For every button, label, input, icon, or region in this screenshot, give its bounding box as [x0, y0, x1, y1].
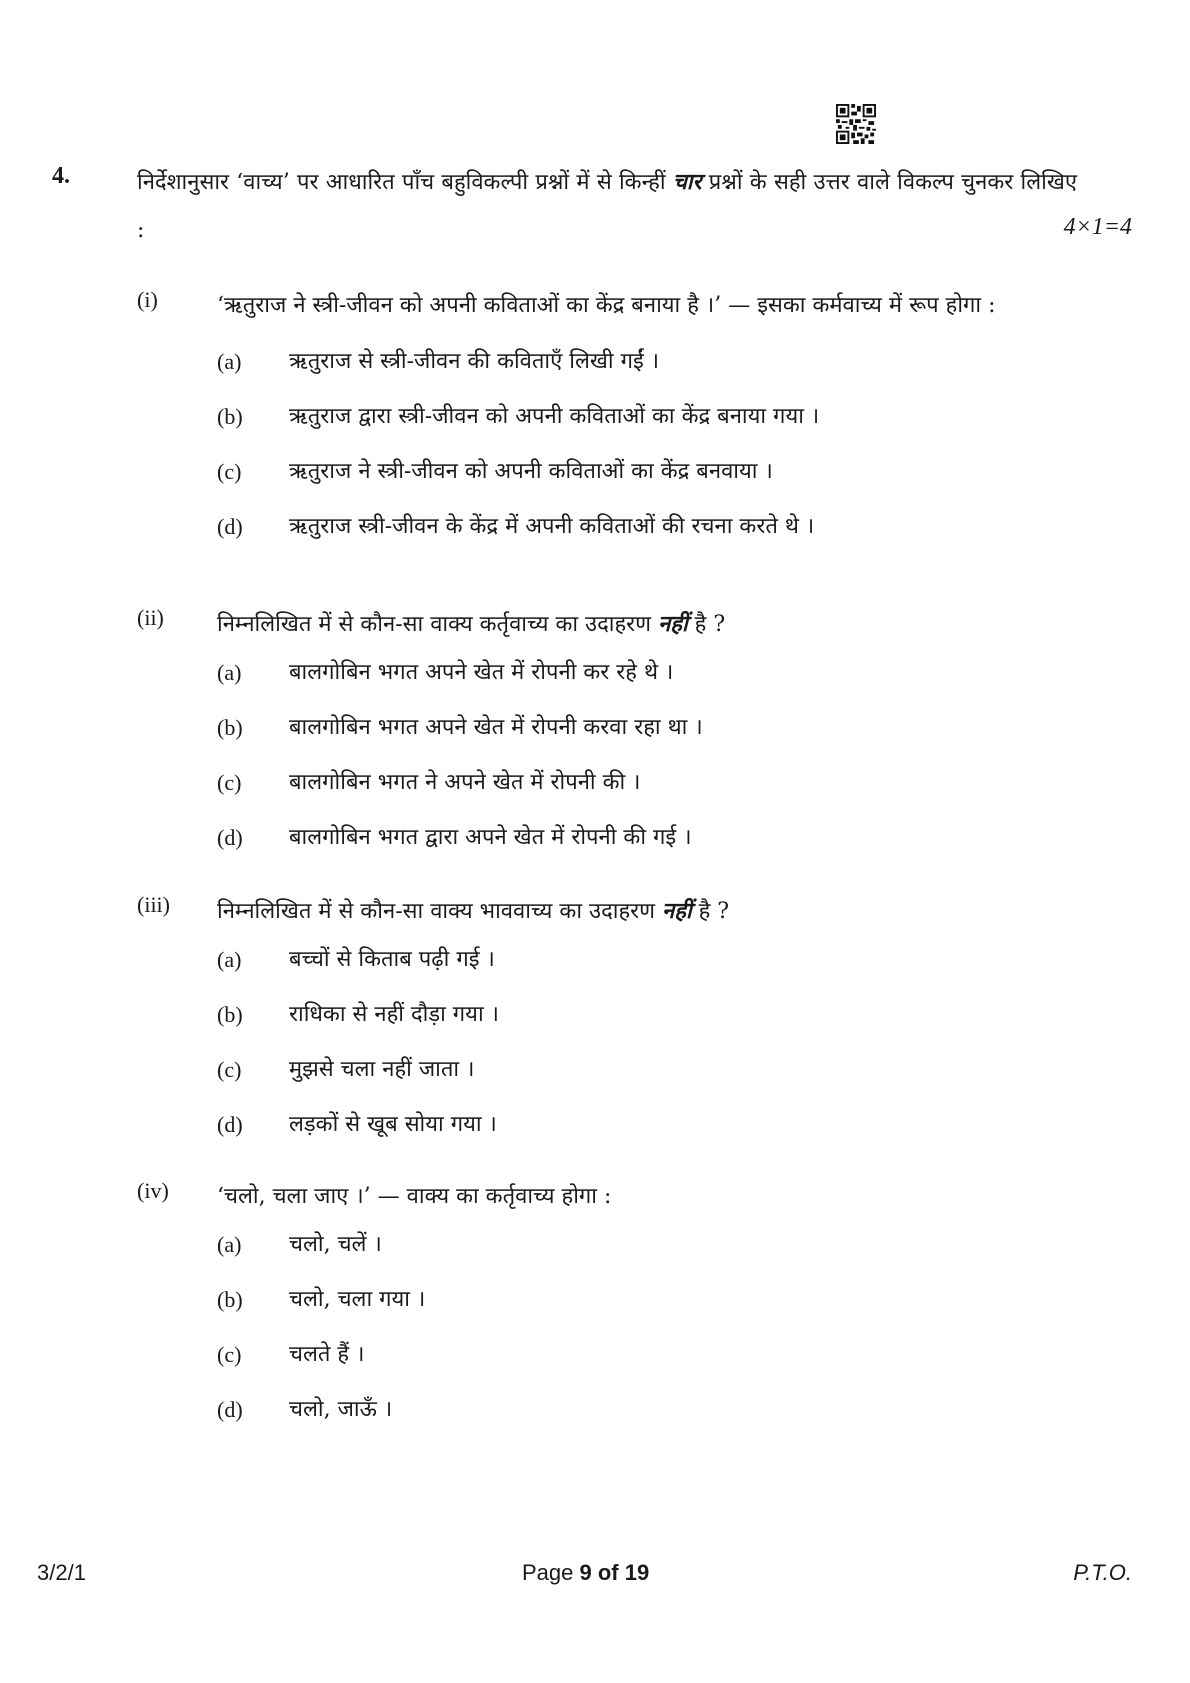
subquestion-stem: ‘चलो, चला जाए ।’ — वाक्य का कर्तृवाच्य होगा : [217, 1184, 612, 1209]
page-total: 19 [624, 1560, 650, 1585]
option-label: (d) [217, 514, 243, 539]
subquestion-label: (iv) [137, 1178, 169, 1203]
subquestion-stem: ‘ऋतुराज ने स्त्री-जीवन को अपनी कविताओं का केंद्र बनाया है ।’ — इसका कर्मवाच्य में रूप होगा : [217, 293, 996, 318]
option-label: (a) [217, 349, 242, 374]
option-text: लड़कों से खूब सोया गया । [289, 1112, 497, 1137]
option-text: चलते हैं । [289, 1342, 365, 1367]
option-label: (d) [217, 825, 243, 850]
option-b[interactable] [217, 1279, 1077, 1334]
option-d[interactable] [217, 1104, 1077, 1159]
option-b[interactable] [217, 994, 1077, 1049]
instruction-text-end: प्रश्नों के सही उत्तर वाले विकल्प चुनकर लिखिए : [137, 170, 1077, 243]
option-c[interactable] [217, 451, 1077, 506]
option-label: (b) [217, 404, 243, 429]
question-marks: 4×1=4 [1063, 214, 1132, 240]
subquestion-label: (i) [137, 287, 158, 312]
option-text: ऋतुराज स्त्री-जीवन के केंद्र में अपनी कविताओं की रचना करते थे । [289, 514, 815, 539]
option-text: मुझसे चला नहीं जाता । [289, 1057, 475, 1082]
option-label: (c) [217, 459, 242, 484]
instruction-text: निर्देशानुसार ‘वाच्य’ पर आधारित पाँच बहुविकल्पी प्रश्नों में से किन्हीं [137, 170, 673, 195]
option-a[interactable] [217, 939, 1077, 994]
option-d[interactable] [217, 506, 1077, 561]
option-label: (b) [217, 1002, 243, 1027]
option-text: चलो, जाऊँ । [289, 1397, 393, 1422]
subquestion-label: (iii) [137, 892, 170, 917]
page-prefix: Page [522, 1560, 580, 1585]
option-d[interactable] [217, 1389, 1077, 1444]
stem-text: निम्नलिखित में से कौन-सा वाक्य भाववाच्य का उदाहरण [217, 899, 663, 924]
option-label: (d) [217, 1112, 243, 1137]
option-b[interactable] [217, 707, 1077, 762]
option-label: (a) [217, 660, 242, 685]
stem-emphasis: नहीं [658, 611, 688, 637]
stem-text-end: है ? [691, 899, 730, 924]
subquestion-iii [137, 888, 1077, 1159]
option-label: (a) [217, 947, 242, 972]
qr-code-icon [836, 104, 876, 144]
page-number [522, 1560, 649, 1586]
option-label: (c) [217, 1057, 242, 1082]
stem-text: निम्नलिखित में से कौन-सा वाक्य कर्तृवाच्य का उदाहरण [217, 612, 659, 637]
subquestion-stem [217, 888, 1077, 935]
option-label: (b) [217, 1287, 243, 1312]
option-text: चलो, चला गया । [289, 1287, 426, 1312]
option-b[interactable] [217, 396, 1077, 451]
option-text: चलो, चलें । [289, 1232, 382, 1257]
option-label: (d) [217, 1397, 243, 1422]
option-text: बालगोबिन भगत अपने खेत में रोपनी कर रहे थे । [289, 660, 674, 685]
option-label: (a) [217, 1232, 242, 1257]
page-of: of [591, 1560, 625, 1585]
pto-label: P.T.O. [1073, 1560, 1132, 1585]
subquestion-label: (ii) [137, 605, 164, 630]
option-label: (c) [217, 770, 242, 795]
option-text: ऋतुराज द्वारा स्त्री-जीवन को अपनी कविताओं का केंद्र बनाया गया । [289, 404, 820, 429]
option-text: बालगोबिन भगत ने अपने खेत में रोपनी की । [289, 770, 641, 795]
page-current: 9 [579, 1560, 592, 1585]
option-a[interactable] [217, 341, 1077, 396]
option-a[interactable] [217, 1224, 1077, 1279]
subquestion-iv [137, 1174, 1077, 1444]
option-text: ऋतुराज से स्त्री-जीवन की कविताएँ लिखी गईं । [289, 349, 660, 374]
option-a[interactable] [217, 652, 1077, 707]
option-c[interactable] [217, 1334, 1077, 1389]
page-footer [0, 1560, 1190, 1600]
subquestion-ii [137, 601, 1077, 872]
subquestion-stem [217, 601, 1077, 648]
option-d[interactable] [217, 817, 1077, 872]
option-label: (c) [217, 1342, 242, 1367]
option-text: बालगोबिन भगत अपने खेत में रोपनी करवा रहा था । [289, 715, 703, 740]
option-text: बालगोबिन भगत द्वारा अपने खेत में रोपनी की गई । [289, 825, 692, 850]
stem-emphasis: नहीं [662, 898, 692, 924]
option-c[interactable] [217, 1049, 1077, 1104]
option-c[interactable] [217, 762, 1077, 817]
option-text: ऋतुराज ने स्त्री-जीवन को अपनी कविताओं का केंद्र बनवाया । [289, 459, 773, 484]
instruction-emphasis: चार [672, 169, 702, 195]
option-text: राधिका से नहीं दौड़ा गया । [289, 1002, 499, 1027]
stem-text-end: है ? [687, 612, 726, 637]
question-number: 4. [52, 163, 70, 189]
paper-code: 3/2/1 [37, 1560, 86, 1585]
option-text: बच्चों से किताब पढ़ी गई । [289, 947, 495, 972]
subquestion-i [137, 283, 1077, 561]
option-label: (b) [217, 715, 243, 740]
question-instruction [137, 158, 1077, 255]
